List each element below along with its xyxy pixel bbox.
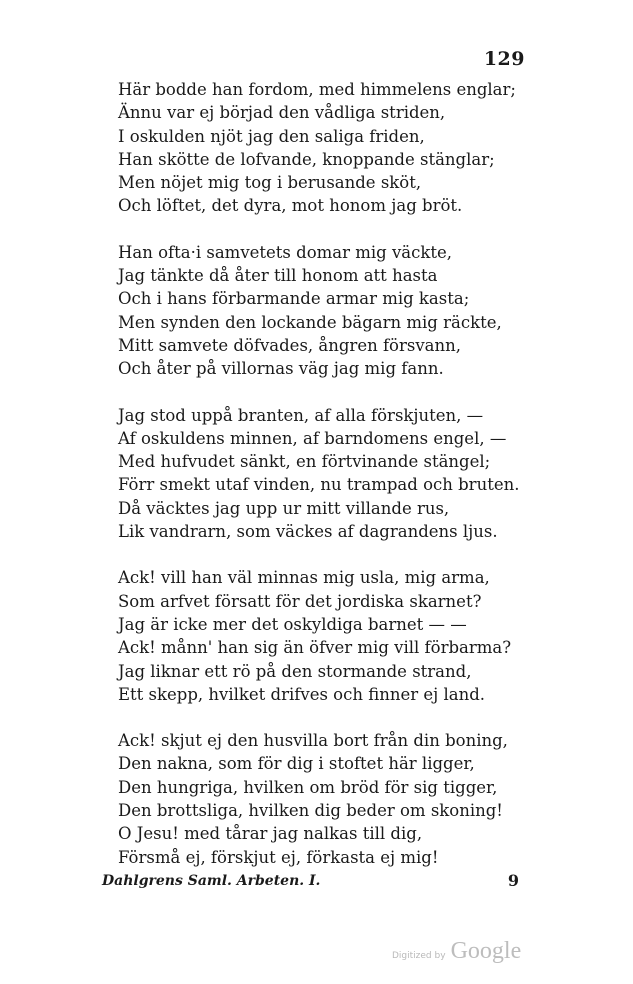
poem-line: Ännu var ej börjad den vådliga striden,: [118, 103, 446, 123]
poem-line: Försmå ej, förskjut ej, förkasta ej mig!: [118, 847, 439, 867]
poem-line: Då väcktes jag upp ur mitt villande rus,: [118, 498, 450, 518]
stanza-5: [118, 729, 518, 869]
poem-line: Jag liknar ett rö på den stormande strand,: [118, 661, 472, 681]
poem-line: Af oskuldens minnen, af barndomens engel, —: [118, 428, 507, 448]
poem-line: Lik vandrarn, som väckes af dagrandens ljus.: [118, 522, 498, 542]
footer-source: Dahlgrens Saml. Arbeten. I.: [102, 873, 321, 889]
poem-line: Jag tänkte då åter till honom att hasta: [118, 266, 438, 286]
poem-line: Som arfvet försatt för det jordiska skarnet?: [118, 591, 482, 611]
poem-line: O Jesu! med tårar jag nalkas till dig,: [118, 824, 423, 844]
poem-line: Jag stod uppå branten, af alla förskjuten, —: [118, 405, 484, 425]
poem-line: Med hufvudet sänkt, en förtvinande stängel;: [118, 452, 491, 472]
poem-line: Förr smekt utaf vinden, nu trampad och bruten.: [118, 475, 520, 495]
poem-line: Den brottsliga, hvilken dig beder om skoning!: [118, 801, 503, 821]
footer-signature-mark: 9: [507, 871, 519, 890]
watermark-prefix: Digitized by: [392, 951, 446, 961]
poem-line: Här bodde han fordom, med himmelens englar;: [118, 80, 516, 99]
stanza-3: [118, 404, 518, 544]
poem-line: Och löftet, det dyra, mot honom jag bröt.: [118, 196, 463, 216]
poem-line: Men synden den lockande bägarn mig räckte,: [118, 312, 502, 332]
poem-line: Den hungriga, hvilken om bröd för sig tigger,: [118, 777, 498, 797]
digitized-watermark: [392, 938, 521, 965]
page-number: 129: [483, 48, 525, 70]
google-logo: Google: [450, 938, 522, 964]
poem-line: Och i hans förbarmande armar mig kasta;: [118, 289, 470, 309]
poem-line: Ack! månn' han sig än öfver mig vill förbarma?: [118, 638, 512, 658]
poem-line: Ack! skjut ej den husvilla bort från din boning,: [118, 731, 508, 751]
poem-line: Jag är icke mer det oskyldiga barnet — —: [118, 614, 467, 634]
stanza-1: [118, 78, 518, 218]
poem: [118, 78, 518, 892]
poem-line: Han ofta·i samvetets domar mig väckte,: [118, 242, 453, 262]
poem-line: Han skötte de lofvande, knoppande stänglar;: [118, 149, 495, 169]
poem-line: Ett skepp, hvilket drifves och finner ej land.: [118, 684, 486, 704]
poem-line: Ack! vill han väl minnas mig usla, mig arma,: [118, 568, 490, 588]
poem-line: Och åter på villornas väg jag mig fann.: [118, 359, 444, 379]
stanza-2: [118, 241, 518, 381]
poem-line: Men nöjet mig tog i berusande sköt,: [118, 173, 422, 193]
stanza-4: [118, 566, 518, 706]
poem-line: Mitt samvete döfvades, ångren försvann,: [118, 335, 462, 355]
poem-line: I oskulden njöt jag den saliga friden,: [118, 126, 425, 146]
poem-line: Den nakna, som för dig i stoftet här ligger,: [118, 754, 475, 774]
